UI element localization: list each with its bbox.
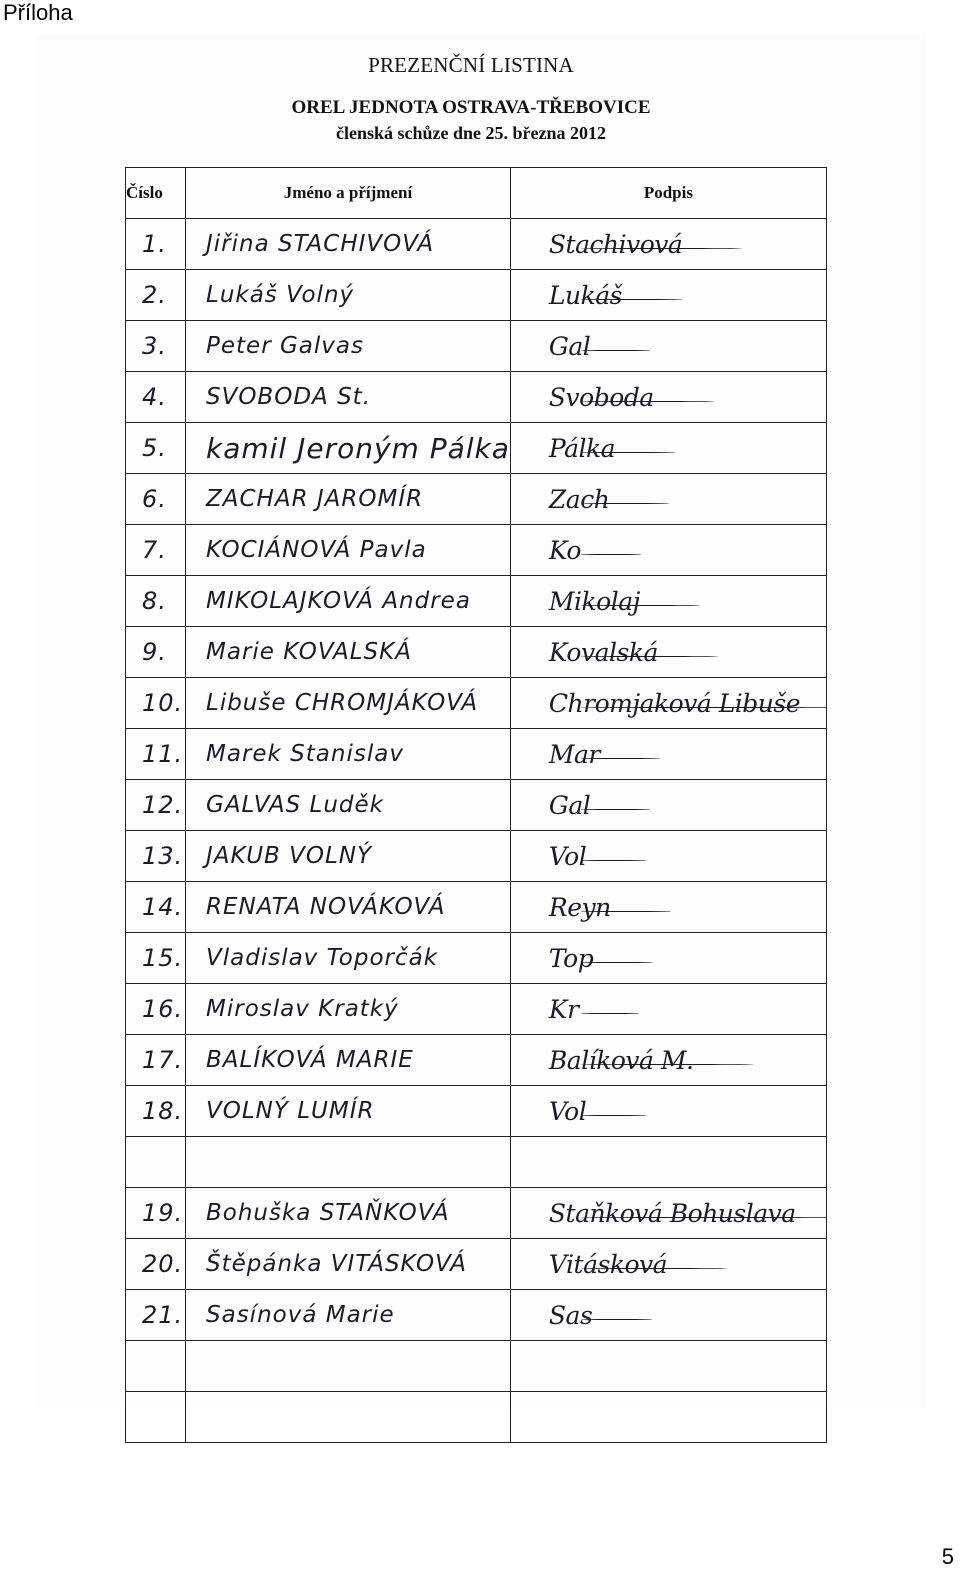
member-signature-cell <box>510 1188 826 1239</box>
member-name-cell <box>186 576 511 627</box>
row-number-cell <box>126 933 186 984</box>
table-row <box>126 1290 827 1341</box>
member-name: Jiřina STACHIVOVÁ <box>206 231 435 257</box>
member-name: VOLNÝ LUMÍR <box>206 1098 375 1124</box>
member-name-cell <box>186 678 511 729</box>
member-signature: Kovalská <box>511 638 658 667</box>
member-name-cell <box>186 831 511 882</box>
row-number-cell <box>126 423 186 474</box>
row-number: 13. <box>142 842 184 870</box>
table-row <box>126 627 827 678</box>
member-name: Marie KOVALSKÁ <box>206 639 412 665</box>
member-signature-cell <box>510 1086 826 1137</box>
row-number: 11. <box>142 740 184 768</box>
row-number-cell <box>126 1290 186 1341</box>
member-name-cell <box>186 984 511 1035</box>
member-signature: Reyn <box>511 893 611 922</box>
member-name: Štěpánka VITÁSKOVÁ <box>206 1251 468 1277</box>
member-signature-cell <box>510 984 826 1035</box>
row-number: 8. <box>142 587 167 615</box>
member-signature: Stachivová <box>511 230 682 259</box>
member-signature: Gal <box>511 791 590 820</box>
row-number-cell <box>126 678 186 729</box>
member-signature-cell <box>510 1290 826 1341</box>
row-number: 20. <box>142 1250 184 1278</box>
member-name-cell <box>186 1239 511 1290</box>
row-number-cell <box>126 1341 186 1392</box>
member-signature: Ko <box>511 536 581 565</box>
row-number: 9. <box>142 638 167 666</box>
table-row <box>126 576 827 627</box>
member-name: Sasínová Marie <box>206 1302 395 1328</box>
table-gap <box>126 1137 827 1188</box>
member-name-cell <box>186 1035 511 1086</box>
member-signature: Sas <box>511 1301 592 1330</box>
member-name: Bohuška STAŇKOVÁ <box>206 1200 450 1226</box>
row-number: 21. <box>142 1301 184 1329</box>
attendance-table <box>125 167 827 1443</box>
member-signature-cell <box>510 831 826 882</box>
row-number: 16. <box>142 995 184 1023</box>
member-signature: Chromjaková Libuše <box>511 689 800 718</box>
member-signature: Staňková Bohuslava <box>511 1199 796 1228</box>
table-row <box>126 1035 827 1086</box>
column-header-number: Číslo <box>126 168 186 219</box>
member-signature: Mikolaj <box>511 587 640 616</box>
member-name: Libuše CHROMJÁKOVÁ <box>206 690 479 716</box>
member-name: Miroslav Kratký <box>206 996 399 1022</box>
row-number-cell <box>126 1392 186 1443</box>
member-signature: Top <box>511 944 593 973</box>
member-name-cell <box>186 474 511 525</box>
member-name-cell <box>186 780 511 831</box>
row-number: 4. <box>142 383 167 411</box>
table-row <box>126 474 827 525</box>
row-number-cell <box>126 627 186 678</box>
member-name-cell <box>186 372 511 423</box>
attachment-label: Příloha <box>3 0 73 25</box>
row-number: 3. <box>142 332 167 360</box>
member-signature-cell <box>510 219 826 270</box>
row-number: 2. <box>142 281 167 309</box>
member-name-cell <box>186 1392 511 1443</box>
row-number-cell <box>126 576 186 627</box>
member-signature-cell <box>510 882 826 933</box>
member-signature-cell <box>510 372 826 423</box>
scanned-attendance-sheet <box>36 34 926 1408</box>
organization-name: OREL JEDNOTA OSTRAVA-TŘEBOVICE <box>291 97 651 118</box>
member-signature-cell <box>510 1341 826 1392</box>
member-name: SVOBODA St. <box>206 384 372 410</box>
row-number-cell <box>126 474 186 525</box>
table-row <box>126 831 827 882</box>
section-gap <box>126 1137 827 1188</box>
table-row <box>126 321 827 372</box>
row-number: 17. <box>142 1046 184 1074</box>
member-name-cell <box>186 1086 511 1137</box>
row-number: 6. <box>142 485 167 513</box>
table-row <box>126 984 827 1035</box>
member-signature-cell <box>510 729 826 780</box>
row-number: 7. <box>142 536 167 564</box>
member-signature-cell <box>510 321 826 372</box>
row-number-cell <box>126 1086 186 1137</box>
member-name-cell <box>186 627 511 678</box>
table-body-part1 <box>126 219 827 1137</box>
member-name: MIKOLAJKOVÁ Andrea <box>206 588 471 614</box>
meeting-date: členská schůze dne 25. března 2012 <box>336 123 606 143</box>
row-number: 19. <box>142 1199 184 1227</box>
member-name-cell <box>186 882 511 933</box>
member-signature-cell <box>510 270 826 321</box>
row-number-cell <box>126 525 186 576</box>
table-body-part2 <box>126 1188 827 1443</box>
member-signature-cell <box>510 1239 826 1290</box>
member-name-cell <box>186 525 511 576</box>
row-number-cell <box>126 372 186 423</box>
member-signature: Balíková M. <box>511 1046 694 1075</box>
document-title: PREZENČNÍ LISTINA <box>368 53 574 77</box>
row-number: 18. <box>142 1097 184 1125</box>
member-name-cell <box>186 729 511 780</box>
table-row <box>126 678 827 729</box>
table-row <box>126 1392 827 1443</box>
member-signature-cell <box>510 525 826 576</box>
table-row <box>126 270 827 321</box>
row-number-cell <box>126 270 186 321</box>
row-number-cell <box>126 321 186 372</box>
table-row <box>126 933 827 984</box>
table-row <box>126 1341 827 1392</box>
table-row <box>126 1239 827 1290</box>
member-signature: Kr <box>511 995 579 1024</box>
row-number: 15. <box>142 944 184 972</box>
member-name: ZACHAR JAROMÍR <box>206 486 424 512</box>
row-number: 1. <box>142 230 167 258</box>
table-row <box>126 729 827 780</box>
member-signature: Svoboda <box>511 383 654 412</box>
table-row <box>126 219 827 270</box>
table-row <box>126 882 827 933</box>
member-signature: Zach <box>511 485 609 514</box>
member-name-cell <box>186 423 511 474</box>
member-signature-cell <box>510 474 826 525</box>
table-row <box>126 525 827 576</box>
member-name-cell <box>186 1188 511 1239</box>
page-number: 5 <box>941 1544 954 1569</box>
row-number: 10. <box>142 689 184 717</box>
member-name: Peter Galvas <box>206 333 364 359</box>
member-signature: Vol <box>511 1097 586 1126</box>
member-signature: Vitásková <box>511 1250 667 1279</box>
row-number-cell <box>126 780 186 831</box>
member-signature-cell <box>510 1392 826 1443</box>
row-number-cell <box>126 984 186 1035</box>
member-name: RENATA NOVÁKOVÁ <box>206 894 446 920</box>
member-signature: Pálka <box>511 434 615 463</box>
table-header-row <box>126 168 827 219</box>
member-name: kamil Jeroným Pálka <box>206 431 510 465</box>
member-signature-cell <box>510 576 826 627</box>
row-number-cell <box>126 219 186 270</box>
row-number-cell <box>126 729 186 780</box>
member-signature: Mar <box>511 740 600 769</box>
table-row <box>126 423 827 474</box>
member-name-cell <box>186 933 511 984</box>
table-row <box>126 372 827 423</box>
column-header-signature: Podpis <box>510 168 826 219</box>
member-name: GALVAS Luděk <box>206 792 384 818</box>
member-name: KOCIÁNOVÁ Pavla <box>206 537 427 563</box>
member-name-cell <box>186 219 511 270</box>
row-number: 14. <box>142 893 184 921</box>
member-signature-cell <box>510 423 826 474</box>
table-row <box>126 1188 827 1239</box>
member-signature-cell <box>510 933 826 984</box>
member-name-cell <box>186 321 511 372</box>
member-name-cell <box>186 1341 511 1392</box>
member-signature-cell <box>510 780 826 831</box>
row-number-cell <box>126 882 186 933</box>
member-signature: Gal <box>511 332 590 361</box>
row-number: 12. <box>142 791 184 819</box>
member-signature-cell <box>510 627 826 678</box>
member-name: Lukáš Volný <box>206 282 355 308</box>
column-header-name: Jméno a příjmení <box>186 168 511 219</box>
row-number: 5. <box>142 434 167 462</box>
member-name-cell <box>186 270 511 321</box>
member-name: BALÍKOVÁ MARIE <box>206 1047 414 1073</box>
member-name-cell <box>186 1290 511 1341</box>
member-signature: Lukáš <box>511 281 622 310</box>
member-signature-cell <box>510 678 826 729</box>
member-signature: Vol <box>511 842 586 871</box>
table-row <box>126 1086 827 1137</box>
row-number-cell <box>126 1035 186 1086</box>
member-name: Marek Stanislav <box>206 741 404 767</box>
table-row <box>126 780 827 831</box>
row-number-cell <box>126 831 186 882</box>
member-name: Vladislav Toporčák <box>206 945 439 971</box>
member-name: JAKUB VOLNÝ <box>206 843 373 869</box>
row-number-cell <box>126 1239 186 1290</box>
member-signature-cell <box>510 1035 826 1086</box>
row-number-cell <box>126 1188 186 1239</box>
